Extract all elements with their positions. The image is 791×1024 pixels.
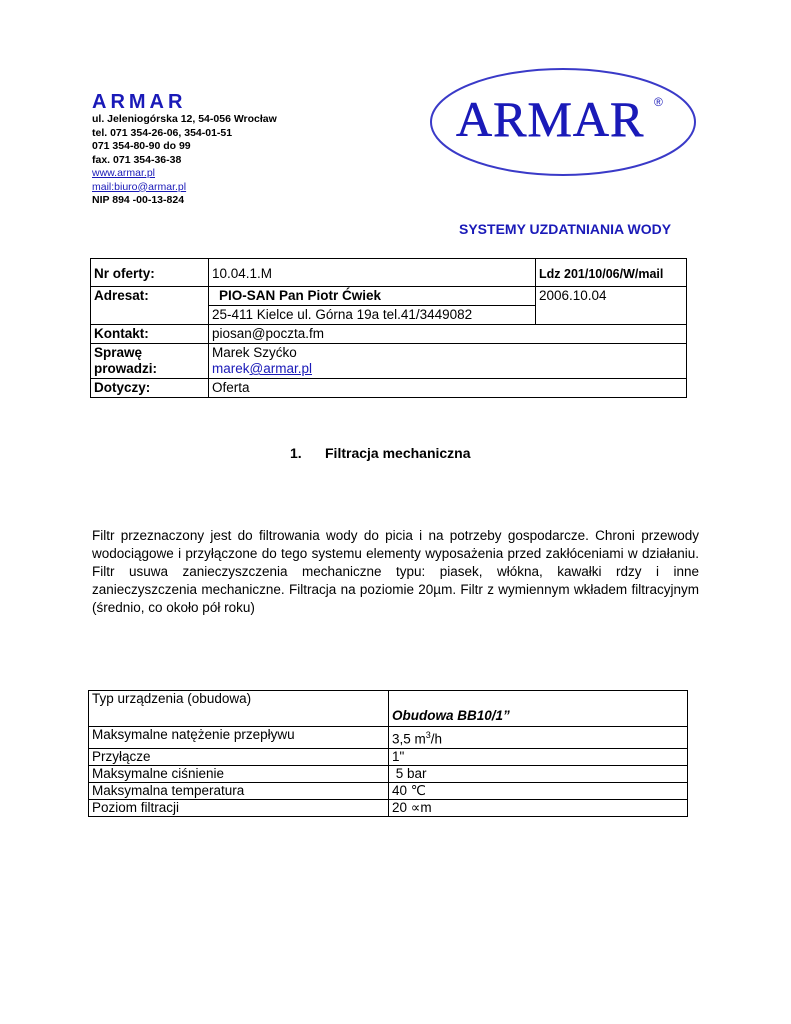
- table-row: [89, 748, 688, 765]
- company-name: ARMAR: [92, 91, 187, 113]
- offer-number-label: Nr oferty:: [91, 259, 209, 287]
- spec-value-suffix: /h: [430, 731, 443, 747]
- offer-info-table: [90, 258, 687, 398]
- company-fax: fax. 071 354-36-38: [92, 153, 182, 166]
- spec-label: Maksymalne natężenie przepływu: [89, 727, 389, 749]
- handler-label-line2: prowadzi:: [94, 361, 157, 376]
- spec-value: [389, 727, 688, 749]
- spec-value: 5 bar: [389, 765, 688, 782]
- handler-label-line1: Sprawę: [94, 345, 143, 360]
- product-description: Filtr przeznaczony jest do filtrowania wody do picia i na potrzeby gospodarcze. Chroni przewody wodociągowe i przyłączone do tego systemu elementy wyposażenia przed zakłóceniami w działaniu. Filtr usuwa zanieczyszczenia mechaniczne typu: piasek, włókna, kawałki rdzy i inne zanieczyszczenia mechaniczne. Filtracja na poziomie 20µm. Filtr z wymiennym wkładem filtracyjnym (średnio, co około pół roku): [92, 528, 699, 615]
- logo-wordmark: ARMAR: [456, 91, 645, 147]
- section-title: Filtracja mechaniczna: [325, 445, 471, 461]
- spec-label: Maksymalne ciśnienie: [89, 765, 389, 782]
- spec-header-label: Typ urządzenia (obudowa): [89, 691, 389, 727]
- handler-email[interactable]: [212, 361, 683, 377]
- company-address-block: [92, 113, 277, 208]
- spec-label: Maksymalna temperatura: [89, 782, 389, 799]
- table-row: [91, 379, 687, 398]
- handler-email-link[interactable]: @armar.pl: [249, 361, 312, 376]
- logo-registered-mark: ®: [654, 95, 663, 109]
- spec-label: Poziom filtracji: [89, 799, 389, 816]
- armar-logo: [428, 66, 698, 178]
- section-heading: [290, 445, 471, 461]
- handler-name: Marek Szyćko: [212, 345, 297, 360]
- table-row: [91, 287, 687, 325]
- handler-value: [209, 344, 687, 379]
- company-phone: tel. 071 354-26-06, 354-01-51: [92, 126, 233, 139]
- offer-date: 2006.10.04: [536, 287, 687, 325]
- handler-label: [91, 344, 209, 379]
- company-phone-2: 071 354-80-90 do 99: [92, 140, 191, 152]
- ldz-reference: Ldz 201/10/06/W/mail: [536, 259, 687, 287]
- spec-header-value: Obudowa BB10/1”: [389, 691, 688, 727]
- recipient-address: 25-411 Kielce ul. Górna 19a tel.41/3449082: [212, 307, 473, 322]
- offer-number-value: 10.04.1.M: [209, 259, 536, 287]
- contact-email: piosan@poczta.fm: [209, 325, 687, 344]
- section-number: 1.: [290, 445, 302, 461]
- spec-value: 40 ℃: [389, 782, 688, 799]
- table-row: [91, 325, 687, 344]
- recipient-label: Adresat:: [91, 287, 209, 325]
- handler-email-user[interactable]: marek: [212, 361, 250, 376]
- company-nip: NIP 894 -00-13-824: [92, 194, 185, 206]
- table-row: [89, 691, 688, 727]
- company-website-link[interactable]: www.armar.pl: [92, 167, 156, 179]
- company-address: ul. Jeleniogórska 12, 54-056 Wrocław: [92, 113, 277, 125]
- contact-label: Kontakt:: [91, 325, 209, 344]
- table-row: [89, 727, 688, 749]
- table-row: [89, 782, 688, 799]
- spec-table: [88, 690, 688, 817]
- page-subtitle: SYSTEMY UZDATNIANIA WODY: [459, 221, 672, 237]
- table-row: [89, 799, 688, 816]
- spec-value: 20 ∝m: [389, 799, 688, 816]
- table-row: [91, 259, 687, 287]
- spec-value-main: 3,5 m: [392, 731, 426, 747]
- table-row: [89, 765, 688, 782]
- subject-value: Oferta: [209, 379, 687, 398]
- subject-label: Dotyczy:: [91, 379, 209, 398]
- spec-value: 1": [389, 748, 688, 765]
- spec-label: Przyłącze: [89, 748, 389, 765]
- recipient-name: PIO-SAN Pan Piotr Ćwiek: [209, 287, 535, 306]
- spec-value-superscript: 3: [425, 730, 431, 740]
- company-email-link[interactable]: mail:biuro@armar.pl: [92, 180, 187, 193]
- table-row: [91, 344, 687, 379]
